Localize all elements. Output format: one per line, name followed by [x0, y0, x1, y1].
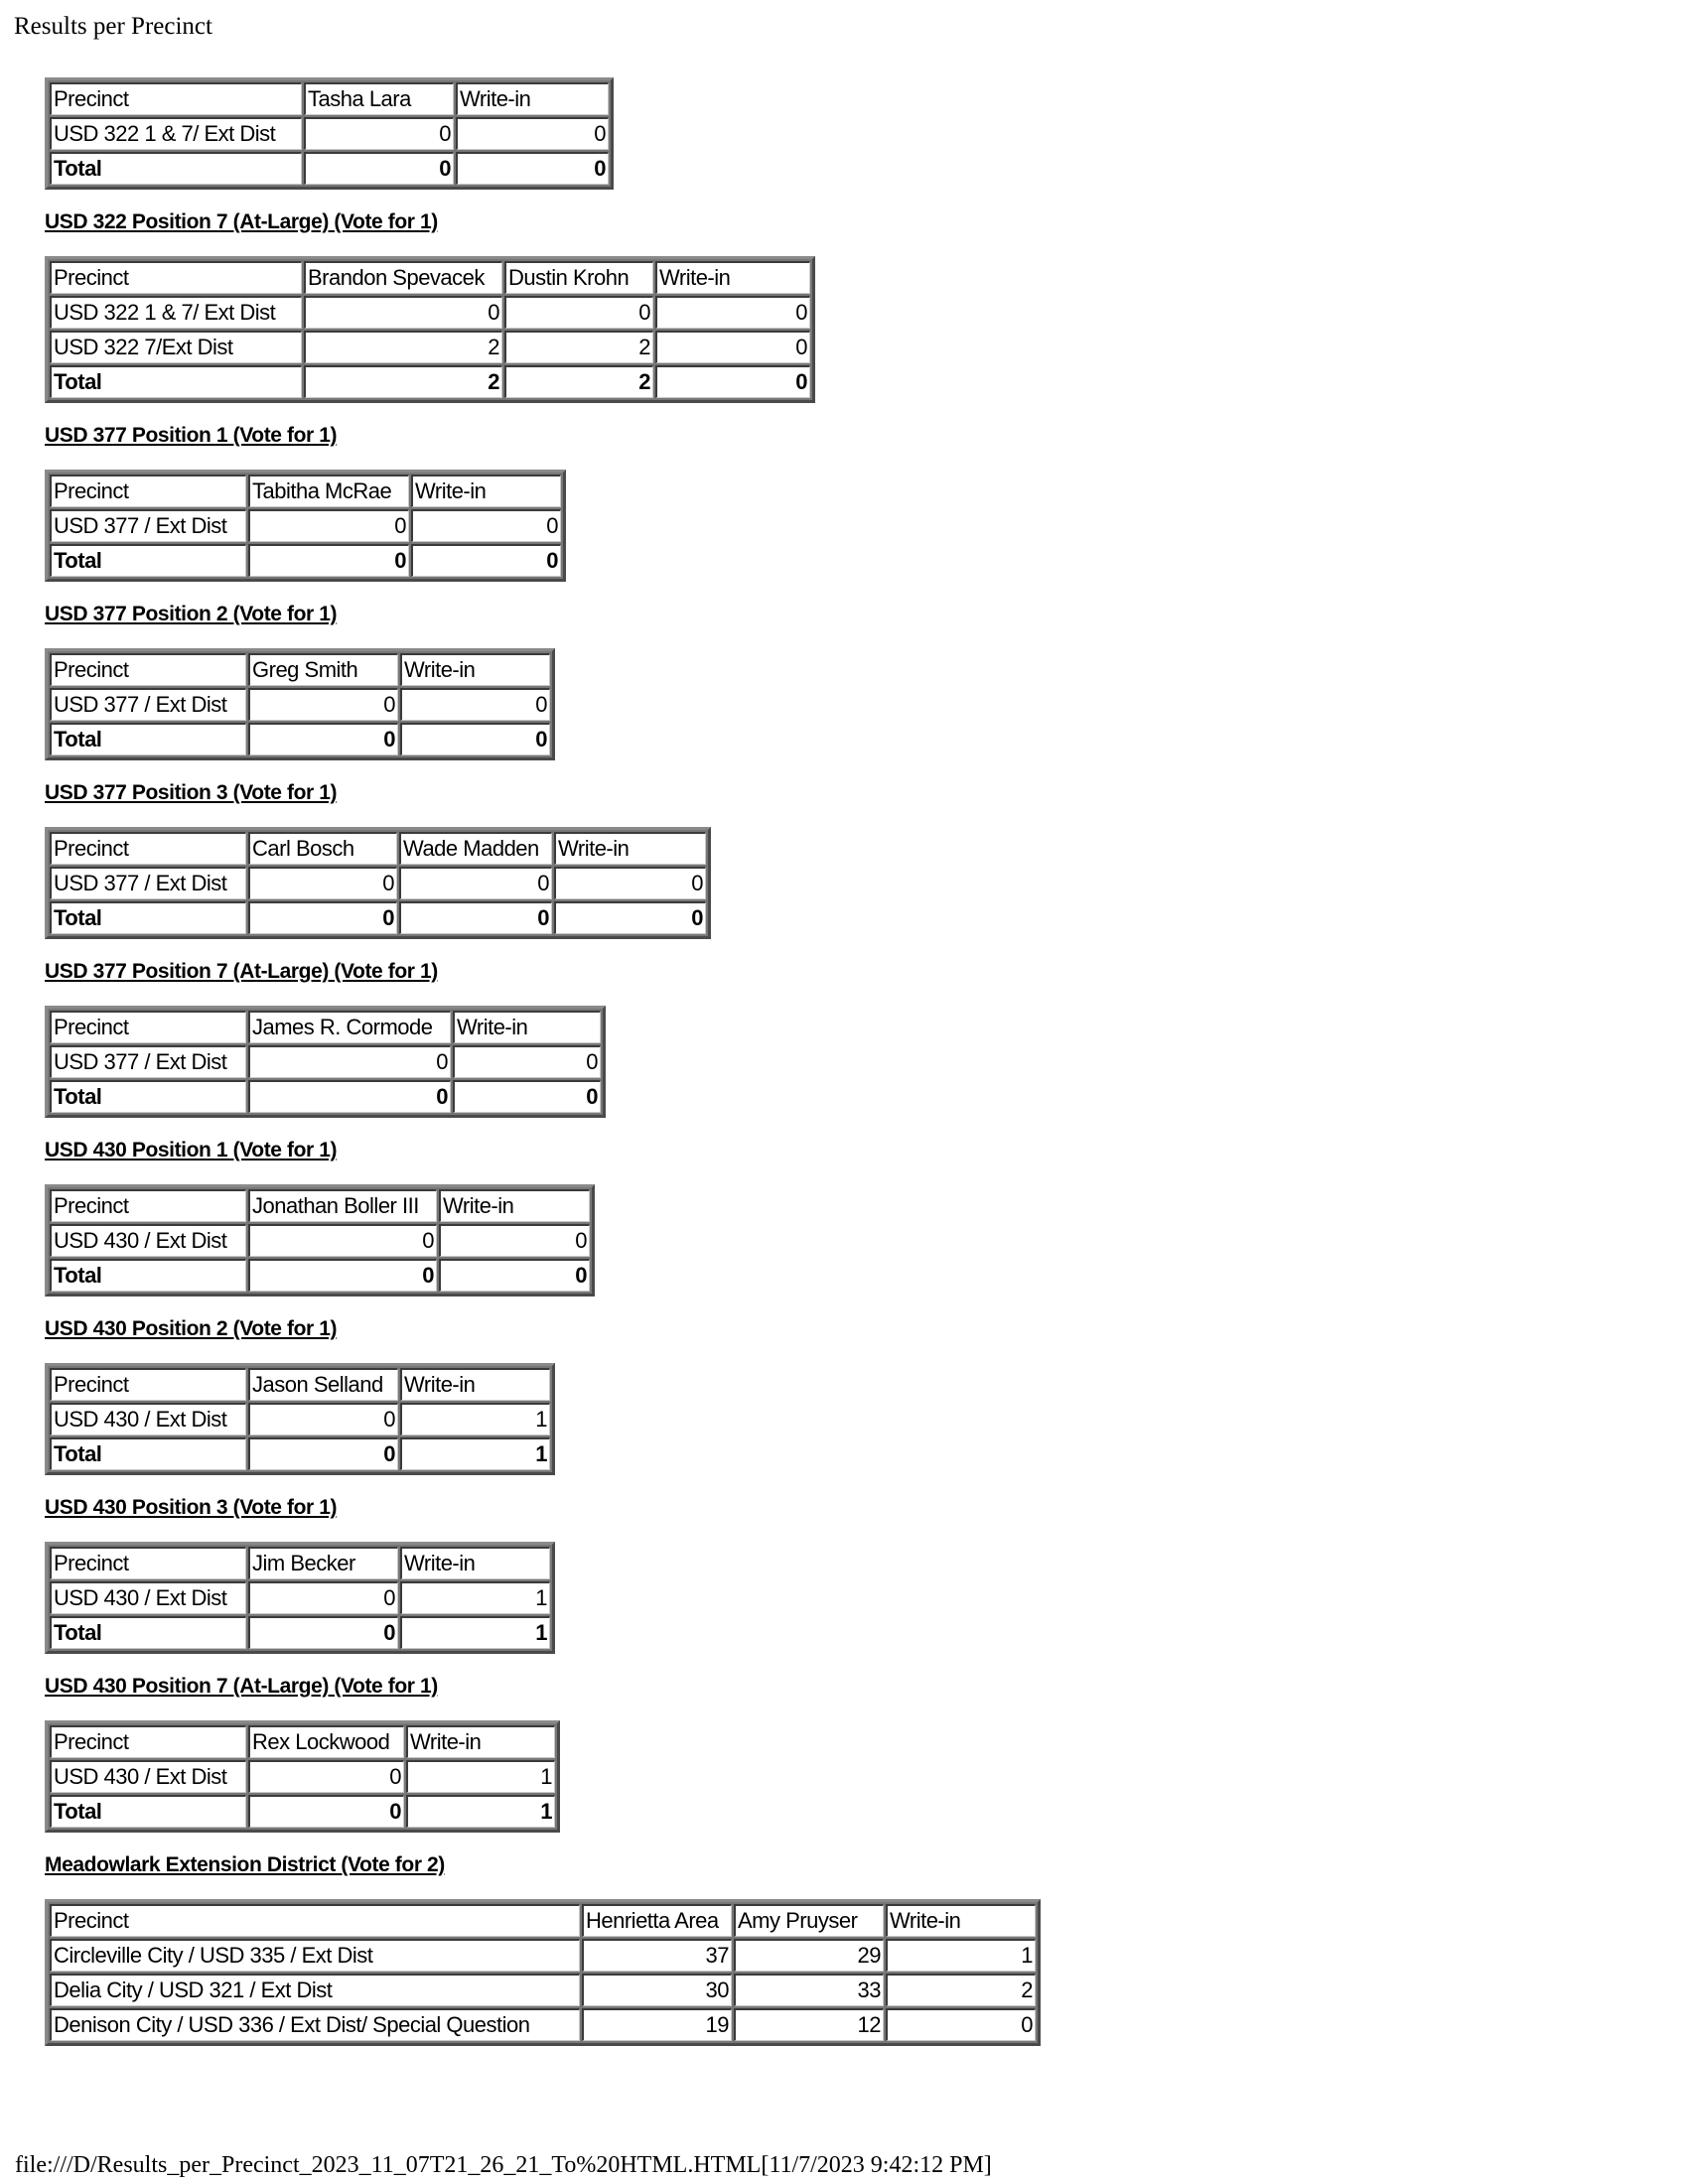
- column-header-candidate: Rex Lockwood: [248, 1725, 404, 1758]
- table-row: [50, 117, 609, 150]
- total-row: [50, 1616, 550, 1649]
- total-count-cell: 0: [400, 723, 550, 755]
- total-count-cell: 1: [406, 1795, 555, 1828]
- results-table: [45, 1006, 606, 1118]
- precinct-name-cell: USD 322 7/Ext Dist: [50, 331, 302, 363]
- vote-count-cell: 0: [411, 509, 561, 542]
- table-header-row: [50, 1011, 601, 1043]
- vote-count-cell: 2: [304, 331, 502, 363]
- contest-section: [45, 1495, 1041, 1654]
- vote-count-cell: 0: [400, 688, 550, 721]
- table-row: [50, 296, 810, 329]
- column-header-candidate: Wade Madden: [399, 832, 552, 865]
- vote-count-cell: 0: [554, 867, 706, 899]
- total-count-cell: 0: [248, 1616, 398, 1649]
- column-header-precinct: Precinct: [50, 1189, 246, 1222]
- total-count-cell: 1: [400, 1616, 550, 1649]
- results-table: [45, 77, 614, 190]
- column-header-precinct: Precinct: [50, 1725, 246, 1758]
- precinct-name-cell: USD 322 1 & 7/ Ext Dist: [50, 117, 302, 150]
- column-header-precinct: Precinct: [50, 1547, 246, 1579]
- table-row: [50, 1974, 1036, 2006]
- total-count-cell: 0: [248, 1080, 451, 1113]
- table-header-row: [50, 82, 609, 115]
- contest-heading: USD 430 Position 1 (Vote for 1): [45, 1139, 338, 1161]
- total-row: [50, 723, 550, 755]
- contest-heading: USD 430 Position 7 (At-Large) (Vote for 1): [45, 1675, 438, 1698]
- column-header-precinct: Precinct: [50, 1011, 246, 1043]
- vote-count-cell: 1: [400, 1403, 550, 1435]
- total-label-cell: Total: [50, 1616, 246, 1649]
- column-header-candidate: Jason Selland: [248, 1368, 398, 1401]
- contest-section: [45, 780, 1041, 939]
- column-header-precinct: Precinct: [50, 82, 302, 115]
- table-header-row: [50, 1904, 1036, 1937]
- results-table: [45, 648, 555, 760]
- results-table: [45, 256, 815, 403]
- total-count-cell: 0: [248, 901, 397, 934]
- table-header-row: [50, 1725, 555, 1758]
- precinct-name-cell: Denison City / USD 336 / Ext Dist/ Special Question: [50, 2008, 580, 2041]
- column-header-candidate: Jonathan Boller III: [248, 1189, 437, 1222]
- column-header-precinct: Precinct: [50, 832, 246, 865]
- column-header-candidate: Write-in: [400, 1547, 550, 1579]
- total-count-cell: 0: [399, 901, 552, 934]
- column-header-candidate: Jim Becker: [248, 1547, 398, 1579]
- vote-count-cell: 12: [734, 2008, 884, 2041]
- total-count-cell: 1: [400, 1437, 550, 1470]
- column-header-candidate: Write-in: [453, 1011, 601, 1043]
- contest-heading: USD 430 Position 2 (Vote for 1): [45, 1317, 338, 1340]
- total-row: [50, 365, 810, 398]
- contest-heading: USD 377 Position 3 (Vote for 1): [45, 781, 338, 804]
- table-header-row: [50, 261, 810, 294]
- table-header-row: [50, 1547, 550, 1579]
- contest-section: [45, 77, 1041, 190]
- vote-count-cell: 0: [456, 117, 609, 150]
- contest-heading: USD 377 Position 2 (Vote for 1): [45, 603, 338, 625]
- column-header-candidate: Brandon Spevacek: [304, 261, 502, 294]
- total-count-cell: 0: [453, 1080, 601, 1113]
- total-count-cell: 0: [456, 152, 609, 185]
- vote-count-cell: 0: [504, 296, 653, 329]
- results-table: [45, 1899, 1041, 2046]
- precinct-name-cell: USD 377 / Ext Dist: [50, 867, 246, 899]
- column-header-candidate: Write-in: [456, 82, 609, 115]
- total-label-cell: Total: [50, 365, 302, 398]
- column-header-candidate: Tasha Lara: [304, 82, 454, 115]
- contest-section: [45, 1852, 1041, 2046]
- results-table: [45, 1184, 595, 1297]
- contest-heading: USD 377 Position 1 (Vote for 1): [45, 424, 338, 447]
- total-count-cell: 0: [554, 901, 706, 934]
- total-count-cell: 0: [248, 723, 398, 755]
- column-header-precinct: Precinct: [50, 261, 302, 294]
- column-header-candidate: James R. Cormode: [248, 1011, 451, 1043]
- precinct-name-cell: USD 377 / Ext Dist: [50, 688, 246, 721]
- precinct-name-cell: USD 377 / Ext Dist: [50, 1045, 246, 1078]
- table-row: [50, 688, 550, 721]
- vote-count-cell: 0: [304, 117, 454, 150]
- column-header-candidate: Write-in: [439, 1189, 590, 1222]
- column-header-candidate: Write-in: [886, 1904, 1036, 1937]
- vote-count-cell: 0: [655, 331, 810, 363]
- column-header-precinct: Precinct: [50, 653, 246, 686]
- table-row: [50, 1760, 555, 1793]
- page-footer-url: file:///D/Results_per_Precinct_2023_11_07T21_26_21_To%20HTML.HTML[11/7/2023 9:42:12 PM]: [15, 2152, 992, 2178]
- contest-section: [45, 1674, 1041, 1833]
- vote-count-cell: 0: [453, 1045, 601, 1078]
- contest-heading: Meadowlark Extension District (Vote for 2): [45, 1853, 445, 1876]
- total-row: [50, 152, 609, 185]
- table-header-row: [50, 475, 561, 507]
- vote-count-cell: 37: [582, 1939, 732, 1972]
- column-header-candidate: Tabitha McRae: [248, 475, 409, 507]
- column-header-precinct: Precinct: [50, 475, 246, 507]
- results-table: [45, 470, 566, 582]
- total-count-cell: 2: [304, 365, 502, 398]
- total-label-cell: Total: [50, 1080, 246, 1113]
- vote-count-cell: 2: [504, 331, 653, 363]
- table-header-row: [50, 832, 706, 865]
- table-header-row: [50, 1189, 590, 1222]
- total-count-cell: 0: [304, 152, 454, 185]
- precinct-name-cell: USD 430 / Ext Dist: [50, 1760, 246, 1793]
- total-row: [50, 1795, 555, 1828]
- total-row: [50, 544, 561, 577]
- total-label-cell: Total: [50, 1259, 246, 1292]
- total-label-cell: Total: [50, 1795, 246, 1828]
- vote-count-cell: 0: [248, 1403, 398, 1435]
- total-count-cell: 0: [248, 1795, 404, 1828]
- vote-count-cell: 1: [400, 1581, 550, 1614]
- vote-count-cell: 0: [248, 688, 398, 721]
- total-count-cell: 0: [248, 1437, 398, 1470]
- results-table: [45, 1542, 555, 1654]
- vote-count-cell: 0: [304, 296, 502, 329]
- vote-count-cell: 0: [886, 2008, 1036, 2041]
- column-header-candidate: Henrietta Area: [582, 1904, 732, 1937]
- vote-count-cell: 0: [248, 509, 409, 542]
- column-header-candidate: Write-in: [406, 1725, 555, 1758]
- contest-section: [45, 602, 1041, 760]
- table-header-row: [50, 653, 550, 686]
- vote-count-cell: 30: [582, 1974, 732, 2006]
- precinct-name-cell: Delia City / USD 321 / Ext Dist: [50, 1974, 580, 2006]
- column-header-candidate: Greg Smith: [248, 653, 398, 686]
- total-row: [50, 901, 706, 934]
- table-row: [50, 1224, 590, 1257]
- total-count-cell: 0: [655, 365, 810, 398]
- vote-count-cell: 33: [734, 1974, 884, 2006]
- vote-count-cell: 2: [886, 1974, 1036, 2006]
- table-row: [50, 1045, 601, 1078]
- precinct-name-cell: USD 430 / Ext Dist: [50, 1581, 246, 1614]
- vote-count-cell: 0: [248, 867, 397, 899]
- table-row: [50, 509, 561, 542]
- contest-section: [45, 1138, 1041, 1297]
- total-label-cell: Total: [50, 723, 246, 755]
- column-header-candidate: Carl Bosch: [248, 832, 397, 865]
- total-count-cell: 0: [411, 544, 561, 577]
- precinct-name-cell: USD 430 / Ext Dist: [50, 1403, 246, 1435]
- results-table: [45, 827, 711, 939]
- column-header-precinct: Precinct: [50, 1368, 246, 1401]
- vote-count-cell: 0: [399, 867, 552, 899]
- total-count-cell: 0: [248, 1259, 437, 1292]
- contest-heading: USD 377 Position 7 (At-Large) (Vote for 1): [45, 960, 438, 983]
- table-row: [50, 1581, 550, 1614]
- results-content: [45, 77, 1041, 2046]
- contest-heading: USD 322 Position 7 (At-Large) (Vote for 1): [45, 210, 438, 233]
- contest-section: [45, 1316, 1041, 1475]
- table-row: [50, 331, 810, 363]
- table-row: [50, 867, 706, 899]
- page-title: Results per Precinct: [14, 13, 212, 40]
- vote-count-cell: 0: [439, 1224, 590, 1257]
- total-count-cell: 0: [248, 544, 409, 577]
- total-row: [50, 1437, 550, 1470]
- vote-count-cell: 0: [248, 1224, 437, 1257]
- column-header-candidate: Write-in: [400, 653, 550, 686]
- precinct-name-cell: USD 377 / Ext Dist: [50, 509, 246, 542]
- total-label-cell: Total: [50, 1437, 246, 1470]
- column-header-precinct: Precinct: [50, 1904, 580, 1937]
- column-header-candidate: Write-in: [655, 261, 810, 294]
- results-table: [45, 1720, 560, 1833]
- total-label-cell: Total: [50, 152, 302, 185]
- total-label-cell: Total: [50, 544, 246, 577]
- column-header-candidate: Amy Pruyser: [734, 1904, 884, 1937]
- vote-count-cell: 29: [734, 1939, 884, 1972]
- total-row: [50, 1259, 590, 1292]
- table-header-row: [50, 1368, 550, 1401]
- vote-count-cell: 0: [248, 1045, 451, 1078]
- vote-count-cell: 0: [248, 1581, 398, 1614]
- contest-heading: USD 430 Position 3 (Vote for 1): [45, 1496, 338, 1519]
- total-count-cell: 2: [504, 365, 653, 398]
- table-row: [50, 1939, 1036, 1972]
- column-header-candidate: Write-in: [411, 475, 561, 507]
- precinct-name-cell: USD 430 / Ext Dist: [50, 1224, 246, 1257]
- vote-count-cell: 19: [582, 2008, 732, 2041]
- vote-count-cell: 0: [655, 296, 810, 329]
- vote-count-cell: 1: [406, 1760, 555, 1793]
- column-header-candidate: Write-in: [400, 1368, 550, 1401]
- vote-count-cell: 0: [248, 1760, 404, 1793]
- contest-section: [45, 209, 1041, 403]
- table-row: [50, 2008, 1036, 2041]
- precinct-name-cell: Circleville City / USD 335 / Ext Dist: [50, 1939, 580, 1972]
- column-header-candidate: Dustin Krohn: [504, 261, 653, 294]
- contest-section: [45, 423, 1041, 582]
- contest-section: [45, 959, 1041, 1118]
- total-row: [50, 1080, 601, 1113]
- results-table: [45, 1363, 555, 1475]
- column-header-candidate: Write-in: [554, 832, 706, 865]
- total-label-cell: Total: [50, 901, 246, 934]
- precinct-name-cell: USD 322 1 & 7/ Ext Dist: [50, 296, 302, 329]
- total-count-cell: 0: [439, 1259, 590, 1292]
- table-row: [50, 1403, 550, 1435]
- vote-count-cell: 1: [886, 1939, 1036, 1972]
